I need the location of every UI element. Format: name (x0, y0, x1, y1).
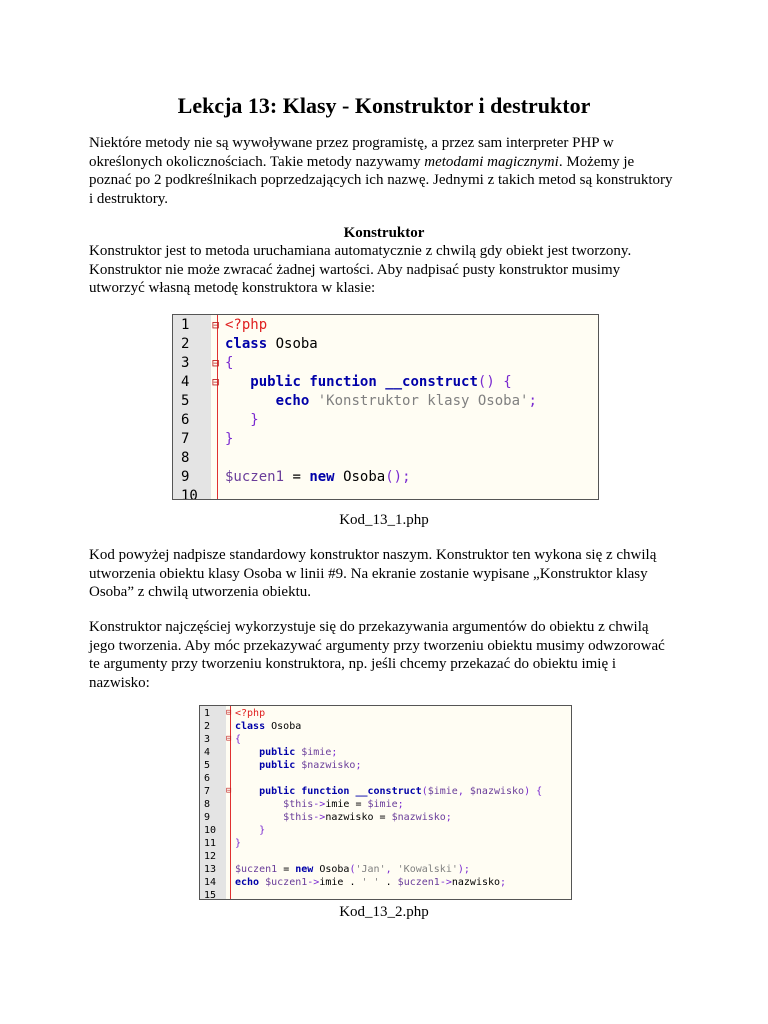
code-line: 15 (204, 890, 217, 900)
section-heading: Konstruktor (343, 225, 425, 241)
fold-minus-icon: ⊟ (212, 375, 220, 389)
code-line: 9 $uczen1 = new Osoba(); (181, 469, 411, 485)
code-caption-1: Kod_13_1.php (339, 512, 429, 528)
code-line: 8 $this->imie = $imie; (204, 799, 404, 810)
intro-line-1: Niektóre metody nie są wywoływane przez programistę, a przez sam interpreter PHP w (89, 135, 614, 151)
constructor-line-2: Konstruktor nie może zwracać żadnej wartości. Aby nadpisać pusty konstruktor musimy (89, 261, 621, 278)
code-line: 11 } (204, 838, 242, 849)
code-line: 6 } (181, 412, 259, 428)
code-line: 8 (181, 450, 190, 466)
fold-minus-icon: ⊟ (226, 708, 232, 718)
code-screenshot-1 (172, 314, 599, 500)
code-line: 1 ⊟ <?php (181, 317, 268, 333)
intro-line-2: określonych okolicznościach. Takie metody nazywamy metodami magicznymi. Możemy je (89, 153, 635, 170)
code-line: 7 } (181, 431, 234, 447)
code-line: 1 ⊟ <?php (204, 708, 266, 719)
fold-minus-icon: ⊟ (226, 734, 232, 744)
constructor-line-1: Konstruktor jest to metoda uruchamiana automatycznie z chwilą gdy obiekt jest tworzony. (89, 243, 632, 259)
code-line: 2 class Osoba (204, 721, 302, 732)
paragraph-3: Konstruktor najczęściej wykorzystuje się do przekazywania argumentów do obiektu z chwilą jego tworzenia. Aby móc przekazywać argumenty przy tworzeniu obiektu musimy odwzorować te argumenty przy tworzeniu konstruktora, np. jeśli chcemy przekazać do obiektu imię i nazwisko: (89, 619, 665, 691)
code-line: 3 ⊟ { (181, 355, 234, 371)
code-line: 5 echo 'Konstruktor klasy Osoba'; (181, 393, 537, 409)
fold-minus-icon: ⊟ (212, 356, 220, 370)
intro-line-4: i destruktory. (89, 190, 169, 207)
code-line: 6 (204, 773, 211, 784)
intro-paragraph (89, 134, 689, 208)
paragraph-2: Kod powyżej nadpisze standardowy konstruktor naszym. Konstruktor ten wykona się z chwilą utworzenia obiektu klasy Osoba w linii #9. Na ekranie zostanie wypisane „Konstruktor klasy Osoba” z chwilą utworzenia obiektu. (89, 547, 657, 600)
code-line: 10 } (204, 825, 266, 836)
code-line: 4 ⊟ public function __construct() { (181, 374, 512, 390)
fold-minus-icon: ⊟ (226, 786, 232, 796)
code-line: 5 public $nazwisko; (204, 760, 362, 771)
code-caption-2: Kod_13_2.php (339, 904, 429, 920)
code-line: 2 class Osoba (181, 336, 318, 352)
intro-line-3: poznać po 2 podkreślnikach poprzedzających ich nazwę. Jednymi z takich metod są konstruktory (89, 172, 673, 188)
constructor-paragraph (89, 242, 689, 298)
code-line: 10 (181, 488, 198, 500)
fold-minus-icon: ⊟ (212, 318, 220, 332)
code-line: 7 ⊟ public function __construct($imie, $nazwisko) { (204, 786, 543, 797)
code-screenshot-2 (199, 705, 572, 900)
code-line: 12 (204, 851, 217, 862)
code-line: 9 $this->nazwisko = $nazwisko; (204, 812, 452, 823)
code-line: 4 public $imie; (204, 747, 338, 758)
emphasis-magic-methods: metodami magicznymi (424, 153, 559, 170)
page-title: Lekcja 13: Klasy - Konstruktor i destruktor (177, 93, 591, 118)
code-line: 13 $uczen1 = new Osoba('Jan', 'Kowalski'); (204, 864, 470, 875)
code-line: 14 echo $uczen1->imie . ' ' . $uczen1->nazwisko; (204, 877, 507, 888)
constructor-line-3: utworzyć własną metodę konstruktora w klasie: (89, 280, 376, 296)
code-line: 3 ⊟ { (204, 734, 242, 745)
